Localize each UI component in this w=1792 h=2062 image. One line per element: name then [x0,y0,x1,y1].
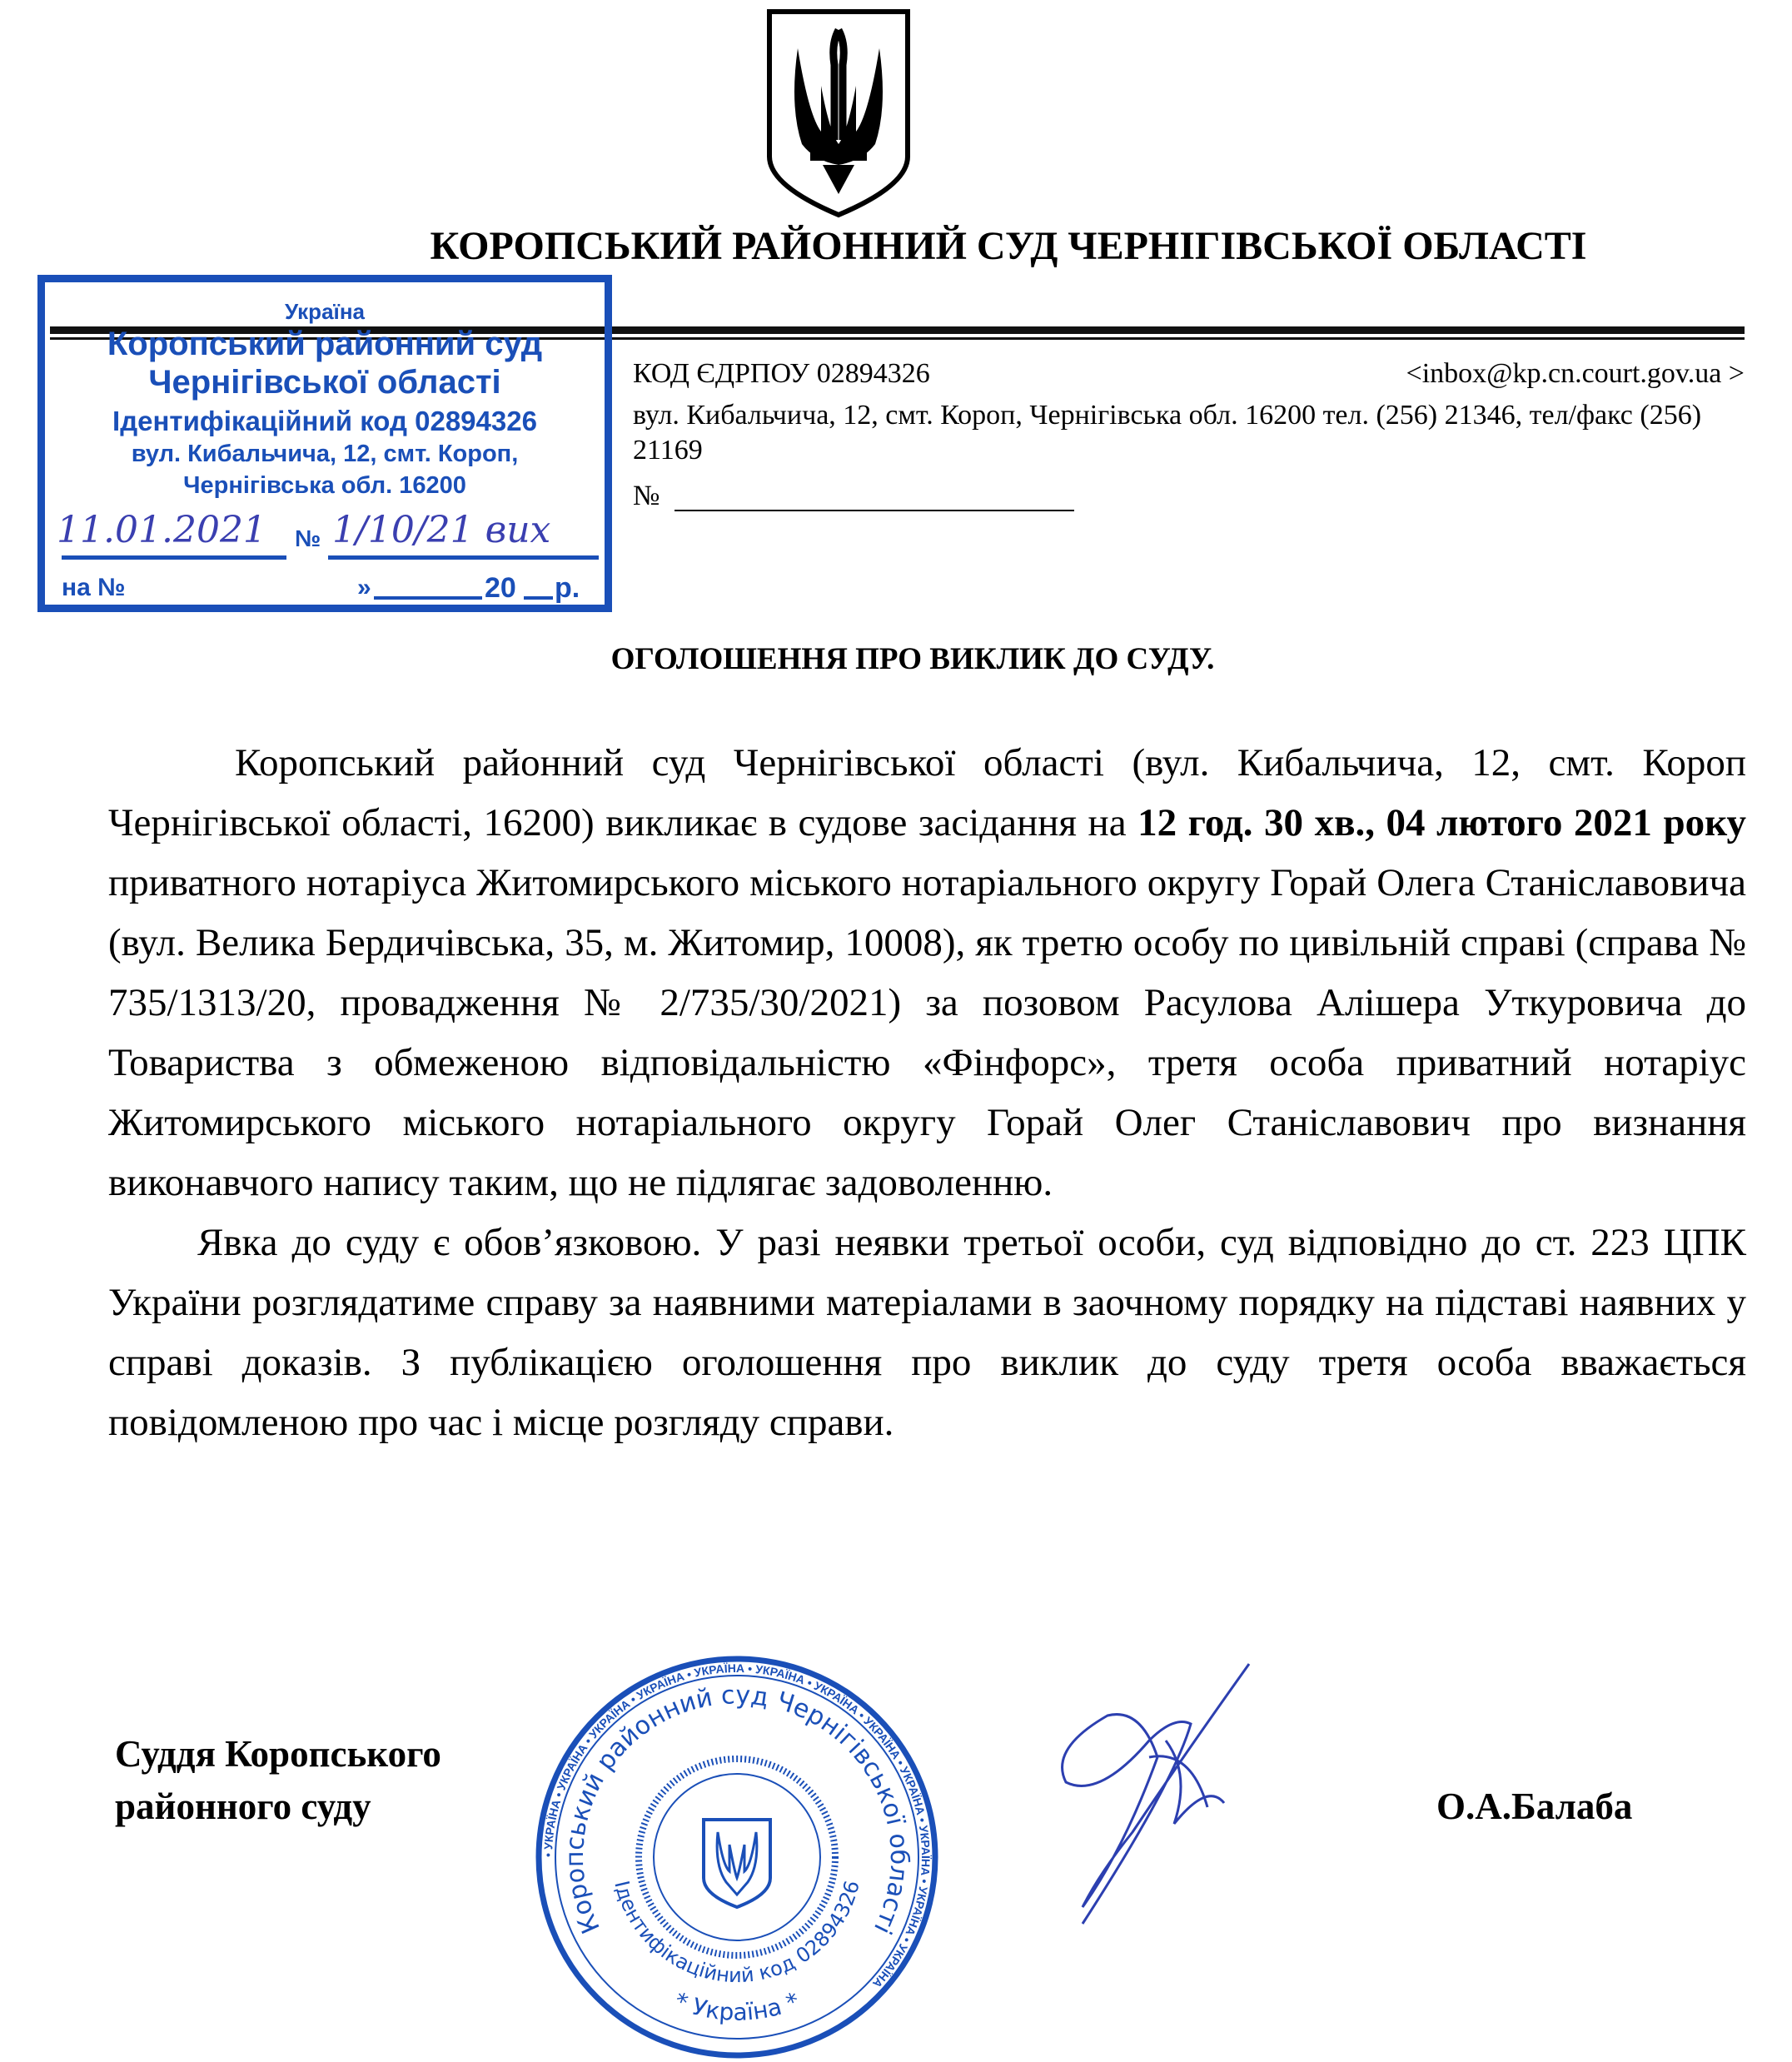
stamp-date-line [62,555,286,560]
stamp-number-label: № [295,525,321,551]
outgoing-number-label: № [633,481,660,511]
handwritten-date: 11.01.2021 [57,509,266,551]
judge-position-line1: Суддя Коропського [115,1733,441,1775]
stamp-reply-label: на № [62,574,126,601]
stamp-id-code: Ідентифікаційний код 02894326 [112,406,537,436]
stamp-address1: вул. Кибальчича, 12, смт. Короп, [131,441,519,467]
court-email[interactable]: <inbox@kp.cn.court.gov.ua > [1406,358,1745,389]
stamp-month-line [374,596,482,600]
court-title: КОРОПСЬКИЙ РАЙОННИЙ СУД ЧЕРНІГІВСЬКОЇ ОБЛАСТІ [430,224,1587,268]
notice-heading: ОГОЛОШЕННЯ ПРО ВИКЛИК ДО СУДУ. [610,642,1215,676]
stamp-address2: Чернігівська обл. 16200 [183,472,466,499]
stamp-country: Україна [284,299,365,324]
notice-paragraph-2: Явка до суду є обов’язковою. У разі неявки третьої особи, суд відповідно до ст. 223 ЦПК України розглядатиме справу за наявними матеріалами в заочному порядку на підставі наявних у справі доказів. З публікацією оголошення про виклик до суду третя особа вважається повідомленою про час і місце розгляду справи. [108,1221,1746,1444]
stamp-year-prefix: 20 [485,572,516,604]
p1-text: Коропський районний суд Чернігівської області (вул. Кибальчича, 12, смт. Короп Чернігівської області, 16200) викликає в судове засідання на [108,741,1746,844]
stamp-court-line2: Чернігівської області [148,364,501,401]
registration-stamp [37,275,612,612]
hearing-datetime: 12 год. 30 хв., 04 лютого 2021 року [1137,801,1746,844]
seal-court-name: Коропський районний суд Чернігівської області [560,1681,914,1939]
stamp-quote: » [357,574,371,601]
stamp-court-line1: Коропський районний суд [107,326,543,362]
judge-name: О.А.Балаба [1436,1786,1633,1827]
court-address: вул. Кибальчича, 12, смт. Короп, Чернігівська обл. 16200 тел. (256) 21346, тел/факс (256) 21169 [633,400,1702,466]
stamp-year-suffix: р. [555,572,580,604]
stamp-year-line [524,596,553,600]
stamp-number-line [328,555,599,560]
judge-position-line2: районного суду [115,1786,371,1827]
notice-body [108,733,1746,1452]
court-seal [533,1653,941,2061]
judge-signature [1033,1657,1266,1932]
seal-outer-ring: • УКРАЇНА • УКРАЇНА • УКРАЇНА • УКРАЇНА • УКРАЇНА • УКРАЇНА • УКРАЇНА • УКРАЇНА • УКРАЇНА • УКРАЇНА • УКРАЇНА • УКРАЇНА [540,1661,933,1991]
handwritten-number: 1/10/21 вих [332,509,551,551]
seal-id-code: Ідентифікаційний код 02894326 [610,1878,864,1988]
notice-paragraph-1 [108,733,1746,1213]
svg-text:* Україна * [671,1987,804,2026]
edrpou-code: КОД ЄДРПОУ 02894326 [633,358,930,389]
seal-trident-icon [704,1820,770,1907]
p1-text-rest: приватного нотаріуса Житомирського міського нотаріального округу Горай Олега Станіславовича (вул. Велика Бердичівська, 35, м. Житомир, 10008), як третю особу по цивільній справі (справа № 735/1313/20, провадження № 2/735/30/2021) за позовом Расулова Алішера Уткуровича до Товариства з обмеженою відповідальністю «Фінфорс», третя особа приватний нотаріус Житомирського міського нотаріального округу Горай Олег Станіславович про визнання виконавчого напису таким, що не підлягає задоволенню. [108,861,1746,1204]
seal-country: * Україна * [670,1986,804,2026]
outgoing-number-line [674,510,1074,511]
coat-of-arms-icon [764,7,913,219]
